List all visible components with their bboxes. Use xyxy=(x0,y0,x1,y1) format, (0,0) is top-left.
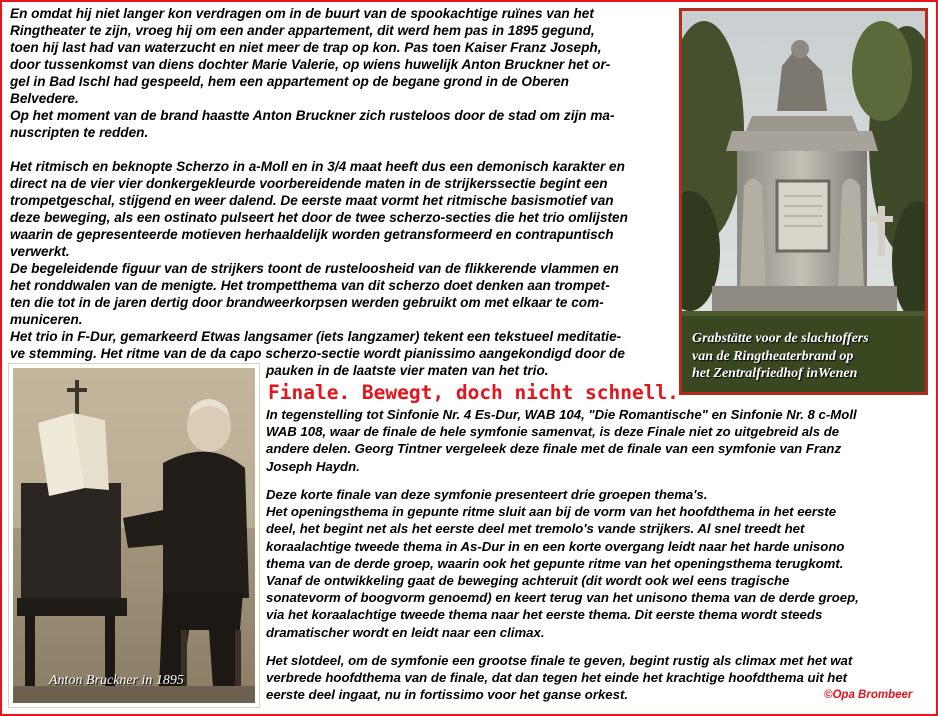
paragraph-finale-themes: Deze korte finale van deze symfonie presenteert drie groepen thema's. Het openingsthema in gepunte ritme sluit aan bij de vorm van het hoofdthema in het eerste deel, het begint net als het eerste deel met tremolo's vande strijkers. Al snel treedt het koraalachtige tweede thema in As-Dur in en een korte overgang leidt naar het harde unisono thema van de derde groep, waarin ook het gepunte ritme van het openingsthema terugkomt. Vanaf de ontwikkeling gaat de beweging achteruit (dit wordt ook wel eens tragische sonatevorm of boogvorm genoemd) en keert terug van het unisono thema van de derde groep, via het koraalachtige tweede thema naar het eerste thema. Dit eerste thema wordt steeds dramatischer wordt en leidt naar een climax. xyxy=(266,487,859,640)
copyright-notice: ©Opa Brombeer xyxy=(824,689,913,701)
paragraph-finale-intro: In tegenstelling tot Sinfonie Nr. 4 Es-Dur, WAB 104, "Die Romantische" en Sinfonie Nr. 8 c-Moll WAB 108, waar de finale de hele symfonie samenvat, is deze Finale niet zo uitgebreid als de andere delen. Georg Tintner vergeleek deze finale met de finale van een symfonie van Franz Joseph Haydn. xyxy=(266,407,857,474)
bruckner-portrait-image xyxy=(13,368,255,703)
bruckner-photo-caption: Anton Bruckner in 1895 xyxy=(49,673,184,688)
grave-monument-photo xyxy=(679,8,928,395)
paragraph-apartment: En omdat hij niet langer kon verdragen om in de buurt van de spookachtige ruïnes van het Ringtheater te zijn, vroeg hij om een ander appartement, dit werd hem pas in 1895 gegund, toen hij last had van waterzucht en niet meer de trap op kon. Pas toen Kaiser Franz Joseph, door tussenkomst van diens dochter Marie Valerie, op wiens huwelijk Anton Bruckner het or- gel in Bad Ischl had gespeeld, hem een appartement op de begane grond in de Oberen Belvedere. Op het moment van de brand haastte Anton Bruckner zich rusteloos door de stad om zijn ma- nuscripten te redden. xyxy=(10,6,615,140)
finale-heading: Finale. Bewegt, doch nicht schnell. xyxy=(268,381,679,404)
bruckner-portrait-photo xyxy=(9,364,259,707)
paragraph-scherzo: Het ritmisch en beknopte Scherzo in a-Moll en in 3/4 maat heeft dus een demonisch karakter en direct na de vier vier donkergekleurde voorbereidende maten in de strijkerssectie begint een trompetgeschal, stijgend en weer dalend. De eerste maat vormt het ritmische basismotief van deze beweging, als een ostinato pulseert het door de twee scherzo-secties die het trio omlijsten waarin de gepresenteerde motieven herhaaldelijk worden getransformeerd en contrapuntisch verwerkt. De begeleidende figuur van de strijkers toont de rusteloosheid van de flikkerende vlammen en het ronddwalen van de menigte. Het trompetthema van dit scherzo doet denken aan trompet- ten die tot in de jaren dertig door brandweerkorpsen werden gebruikt om met elkaar te com- municeren. Het trio in F-Dur, gemarkeerd Etwas langsamer (iets langzamer) tekent een tekstueel meditatie- ve stemming. Het ritme van de da capo scherzo-sectie wordt pianissimo aangekondigd door de xyxy=(10,159,628,361)
grave-photo-caption: Grabstätte voor de slachtoffers van de Ringtheaterbrand op het Zentralfriedhof inWenen xyxy=(692,331,869,382)
paragraph-scherzo-tail: pauken in de laatste vier maten van het trio. xyxy=(266,363,549,378)
paragraph-finale-coda: Het slotdeel, om de symfonie een grootse finale te geven, begint rustig als climax met het wat verbrede hoofdthema van de finale, dat dan tegen het einde het krachtige hoofdthema uit het eerste deel ingaat, nu in fortissimo voor het ganse orkest. xyxy=(266,653,853,703)
